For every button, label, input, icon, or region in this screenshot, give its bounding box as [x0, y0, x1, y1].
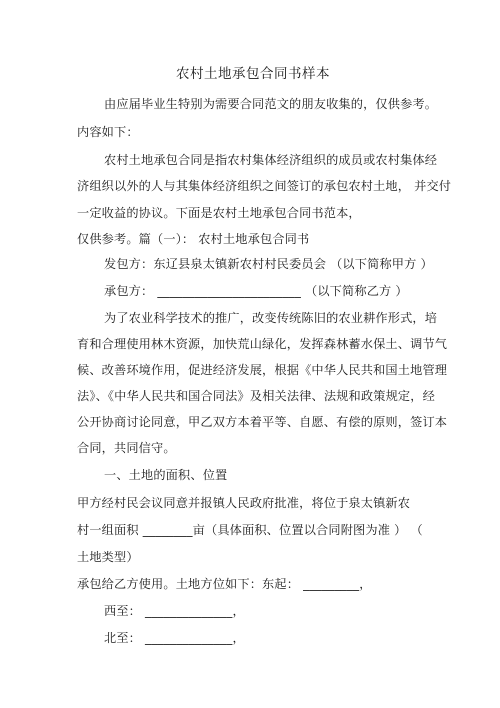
- preamble-line: 候、改善环境作用，促进经济发展，根据《中华人民共和国土地管理: [77, 363, 448, 377]
- party-a-line: 发包方：东辽县泉太镇新农村村民委员会 （以下简称甲方 ）: [104, 257, 433, 271]
- party-b-line: 承包方： _______________________ （以下简称乙方 ）: [104, 284, 408, 298]
- intro-line: 内容如下：: [77, 125, 139, 139]
- intro-line: 由应届毕业生特别为需要合同范文的朋友收集的，仅供参考。: [104, 97, 438, 111]
- west-boundary-line: 西至： ______________，: [104, 604, 245, 618]
- north-boundary-line: 北至： ______________，: [104, 631, 245, 645]
- description-line: 一定收益的协议。下面是农村土地承包合同书范本，: [77, 206, 361, 220]
- section-heading: 一、土地的面积、位置: [104, 468, 228, 482]
- section-line: 土地类型）: [77, 550, 139, 564]
- section-line: 承包给乙方使用。土地方位如下：东起： _________，: [77, 577, 372, 591]
- description-line: 农村土地承包合同是指农村集体经济组织的成员或农村集体经: [104, 153, 438, 167]
- preamble-line: 公开协商讨论同意，甲乙双方本着平等、自愿、有偿的原则，签订本: [77, 415, 448, 429]
- description-line: 济组织以外的人与其集体经济组织之间签订的承包农村土地， 并交付: [77, 179, 452, 193]
- preamble-line: 育和合理使用林木资源，加快荒山绿化，发挥森林蓄水保土、调节气: [77, 337, 448, 351]
- section-line: 甲方经村民会议同意并报镇人民政府批准，将位于泉太镇新农: [77, 496, 411, 510]
- document-title: 农村土地承包合同书样本: [176, 66, 330, 82]
- section-line: 村一组面积 ________亩（具体面积、位置以合同附图为准 ） （: [77, 523, 423, 537]
- description-line: 仅供参考。篇（一）： 农村土地承包合同书: [77, 232, 310, 246]
- preamble-line: 合同，共同信守。: [77, 441, 176, 455]
- preamble-line: 为了农业科学技术的推广，改变传统陈旧的农业耕作形式，培: [104, 311, 438, 325]
- preamble-line: 法》、《中华人民共和国合同法》及相关法律、法规和政策规定，经: [77, 389, 435, 403]
